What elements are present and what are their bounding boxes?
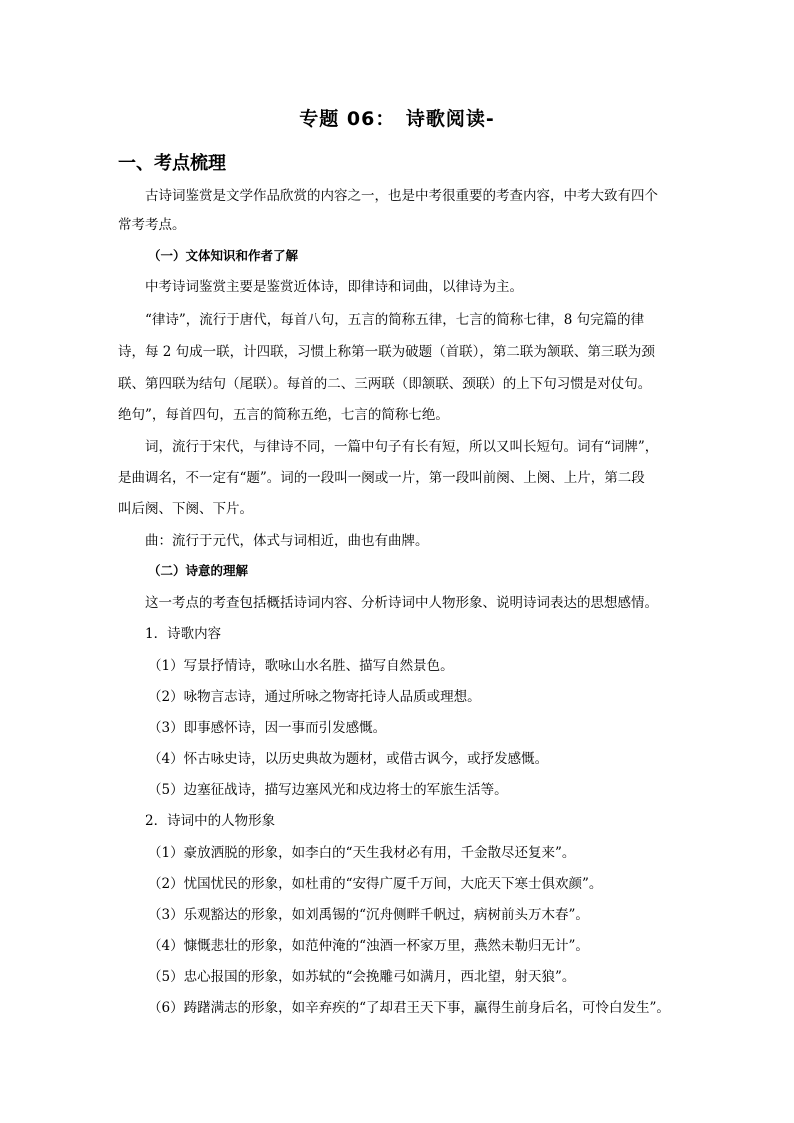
paragraph-line: 联、第四联为结句（尾联）。每首的二、三两联（即颔联、颈联）的上下句习惯是对仗句。	[118, 376, 652, 392]
list-item: （3）乐观豁达的形象，如刘禹锡的“沉舟侧畔千帆过，病树前头万木春”。	[148, 907, 589, 923]
list-item: （2）咏物言志诗，通过所咏之物寄托诗人品质或理想。	[148, 689, 481, 705]
paragraph-line: 词，流行于宋代，与律诗不同，一篇中句子有长有短，所以又叫长短句。词有“词牌”，	[145, 439, 659, 455]
paragraph-line: 诗，每 2 句成一联，计四联，习惯上称第一联为破题（首联），第二联为颔联、第三联为颈	[118, 344, 655, 360]
paragraph-line: 常考考点。	[118, 217, 186, 233]
paragraph-line: 古诗词鉴赏是文学作品欣赏的内容之一，也是中考很重要的考查内容，中考大致有四个	[145, 188, 658, 204]
page-title: 专题 06： 诗歌阅读-	[299, 108, 495, 130]
paragraph-line: 叫后阕、下阕、下片。	[118, 501, 253, 517]
list-item: （2）忧国忧民的形象，如杜甫的“安得广厦千万间，大庇天下寒士俱欢颜”。	[148, 876, 603, 892]
subsection-heading: （一）文体知识和作者了解	[148, 248, 299, 263]
list-item: （1）写景抒情诗，歌咏山水名胜、描写自然景色。	[148, 658, 454, 674]
list-item: （3）即事感怀诗，因一事而引发感慨。	[148, 720, 387, 736]
list-item: （1）豪放洒脱的形象，如李白的“天生我材必有用，千金散尽还复来”。	[148, 845, 576, 861]
list-item: （5）忠心报国的形象，如苏轼的“会挽雕弓如满月，西北望，射天狼”。	[148, 969, 576, 985]
paragraph-line: 中考诗词鉴赏主要是鉴赏近体诗，即律诗和词曲，以律诗为主。	[145, 279, 523, 295]
list-item: （6）踌躇满志的形象，如辛弃疾的“了却君王天下事，赢得生前身后名，可怜白发生”。	[148, 1000, 670, 1016]
paragraph-line: “律诗”，流行于唐代，每首八句，五言的简称五律，七言的简称七律，8 句完篇的律	[145, 312, 645, 328]
list-heading: 1．诗歌内容	[145, 626, 222, 642]
paragraph-line: 绝句”，每首四句，五言的简称五绝，七言的简称七绝。	[118, 407, 449, 423]
paragraph-line: 曲：流行于元代，体式与词相近，曲也有曲牌。	[145, 533, 429, 549]
subsection-heading: （二）诗意的理解	[148, 563, 249, 578]
list-item: （4）慷慨悲壮的形象，如范仲淹的“浊酒一杯家万里，燕然未勒归无计”。	[148, 938, 589, 954]
list-item: （4）怀古咏史诗，以历史典故为题材，或借古讽今，或抒发感慨。	[148, 751, 549, 767]
list-item: （5）边塞征战诗，描写边塞风光和戍边将士的军旅生活等。	[148, 782, 508, 798]
section-heading: 一、考点梳理	[118, 153, 226, 174]
list-heading: 2．诗词中的人物形象	[145, 813, 276, 829]
paragraph-line: 是曲调名，不一定有“题”。词的一段叫一阕或一片，第一段叫前阕、上阕、上片，第二段	[118, 470, 645, 486]
paragraph-line: 这一考点的考查包括概括诗词内容、分析诗词中人物形象、说明诗词表达的思想感情。	[145, 595, 658, 611]
